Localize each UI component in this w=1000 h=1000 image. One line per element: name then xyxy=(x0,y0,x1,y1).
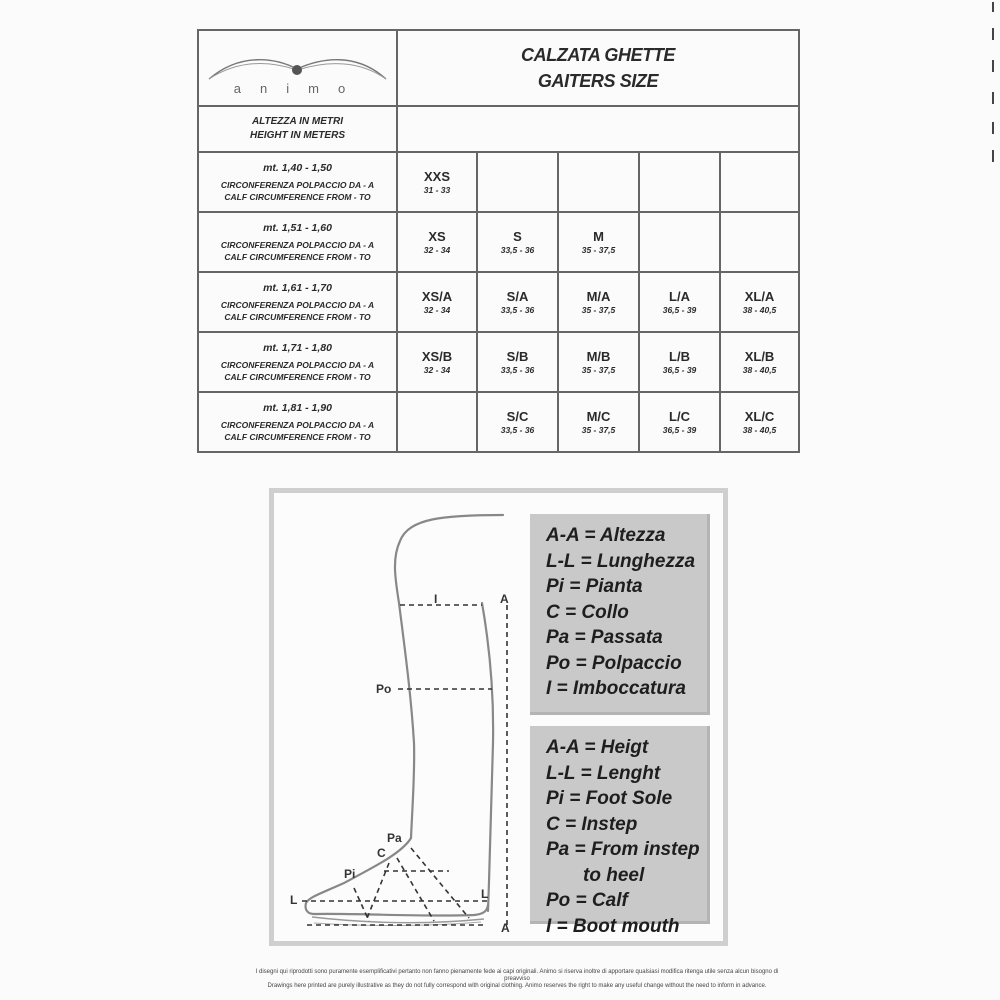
size-code: S/C xyxy=(506,408,529,424)
size-code: L/C xyxy=(669,408,690,424)
size-range: 35 - 37,5 xyxy=(581,304,616,315)
height-range: mt. 1,61 - 1,70 xyxy=(263,281,332,294)
size-cell xyxy=(477,392,558,452)
size-cell xyxy=(720,392,799,452)
size-cell xyxy=(477,212,558,272)
size-code: S xyxy=(513,228,522,244)
label-pi: Pi xyxy=(344,867,356,881)
table-row xyxy=(198,392,799,452)
size-code: S/A xyxy=(506,288,529,304)
empty-header-cell xyxy=(397,106,799,152)
circ-label-it: CIRCONFERENZA POLPACCIO DA - A xyxy=(220,239,375,250)
label-l-right: L xyxy=(481,887,489,901)
size-range: 33,5 - 36 xyxy=(500,364,535,375)
size-range: 38 - 40,5 xyxy=(742,304,777,315)
legend-line: Po = Calf xyxy=(546,890,628,911)
size-cell xyxy=(639,332,720,392)
disclaimer-it: I disegni qui riprodotti sono puramente esemplificativi pertanto non fanno pienamente fede ai capi originali. Animo si riserva inoltre di apportare qualsiasi modifica ritenga utile senza alcun bisogno di preavviso xyxy=(255,969,779,982)
size-code: XS xyxy=(428,228,446,244)
legend-line: I = Imboccatura xyxy=(546,678,686,699)
size-cell xyxy=(639,212,720,272)
circ-label-it: CIRCONFERENZA POLPACCIO DA - A xyxy=(220,359,375,370)
legend-line: Pa = From instep xyxy=(546,839,700,860)
size-range: 31 - 33 xyxy=(423,184,451,195)
label-l-left: L xyxy=(290,893,298,907)
size-range: 36,5 - 39 xyxy=(662,304,697,315)
label-a-bottom: A xyxy=(501,921,510,935)
size-code: XS/B xyxy=(421,348,453,364)
legend-line: Po = Polpaccio xyxy=(546,652,682,674)
circ-label-en: CALF CIRCUMFERENCE FROM - TO xyxy=(224,191,371,202)
size-cell xyxy=(477,332,558,392)
height-header-en: HEIGHT IN METERS xyxy=(249,130,345,141)
size-cell xyxy=(397,332,477,392)
height-range: mt. 1,81 - 1,90 xyxy=(263,401,332,414)
table-row xyxy=(198,272,799,332)
label-a-top: A xyxy=(500,592,509,606)
legend-line: C = Instep xyxy=(546,813,638,835)
size-code: M xyxy=(593,228,604,244)
size-range: 35 - 37,5 xyxy=(581,364,616,375)
legend-line: to heel xyxy=(583,864,645,886)
size-range: 33,5 - 36 xyxy=(500,304,535,315)
legend-english xyxy=(530,726,710,937)
legend-line: I = Boot mouth xyxy=(546,915,680,937)
size-code: XL/C xyxy=(744,408,775,424)
size-cell xyxy=(397,392,477,452)
size-range: 33,5 - 36 xyxy=(500,424,535,435)
size-range: 33,5 - 36 xyxy=(500,244,535,255)
row-header xyxy=(198,152,397,212)
height-range: mt. 1,40 - 1,50 xyxy=(263,161,332,174)
size-cell xyxy=(639,392,720,452)
circ-label-en: CALF CIRCUMFERENCE FROM - TO xyxy=(224,251,371,262)
size-cell xyxy=(558,212,639,272)
size-code: M/A xyxy=(586,288,611,304)
table-row xyxy=(198,152,799,212)
height-range: mt. 1,71 - 1,80 xyxy=(263,341,332,354)
size-cell xyxy=(477,272,558,332)
size-range: 36,5 - 39 xyxy=(662,424,697,435)
size-cell xyxy=(397,212,477,272)
row-header xyxy=(198,392,397,452)
size-range: 38 - 40,5 xyxy=(742,424,777,435)
size-cell xyxy=(720,212,799,272)
circ-label-en: CALF CIRCUMFERENCE FROM - TO xyxy=(224,311,371,322)
size-cell xyxy=(639,152,720,212)
size-cell xyxy=(397,272,477,332)
table-row xyxy=(198,332,799,392)
table-title-en: GAITERS SIZE xyxy=(537,71,659,91)
disclaimer-footnote xyxy=(252,969,782,990)
circ-label-it: CIRCONFERENZA POLPACCIO DA - A xyxy=(220,179,375,190)
legend-italian xyxy=(530,514,710,715)
legend-line: A-A = Altezza xyxy=(546,525,666,546)
size-code: XXS xyxy=(423,168,450,184)
row-header xyxy=(198,272,397,332)
size-cell xyxy=(397,152,477,212)
size-range: 32 - 34 xyxy=(423,304,451,315)
size-cell xyxy=(720,152,799,212)
size-range: 32 - 34 xyxy=(423,364,451,375)
label-i: I xyxy=(434,592,438,606)
legend-line: A-A = Heigt xyxy=(546,737,649,758)
size-code: L/B xyxy=(669,348,690,364)
logo-text: animo xyxy=(233,81,365,96)
circ-label-it: CIRCONFERENZA POLPACCIO DA - A xyxy=(220,299,375,310)
size-code: M/B xyxy=(586,348,611,364)
row-header xyxy=(198,212,397,272)
brand-logo-cell xyxy=(198,30,397,106)
size-cell xyxy=(558,272,639,332)
legend-line: L-L = Lunghezza xyxy=(546,550,696,572)
row-header xyxy=(198,332,397,392)
size-cell xyxy=(720,332,799,392)
circ-label-en: CALF CIRCUMFERENCE FROM - TO xyxy=(224,371,371,382)
circ-label-it: CIRCONFERENZA POLPACCIO DA - A xyxy=(220,419,375,430)
size-table xyxy=(197,29,800,453)
size-range: 38 - 40,5 xyxy=(742,364,777,375)
size-code: L/A xyxy=(669,288,690,304)
size-code: XL/A xyxy=(744,288,775,304)
legend-line: C = Collo xyxy=(546,601,629,623)
label-pa: Pa xyxy=(387,831,402,845)
size-range: 36,5 - 39 xyxy=(662,364,697,375)
legend-line: Pa = Passata xyxy=(546,627,663,648)
size-code: XL/B xyxy=(744,348,775,364)
size-code: S/B xyxy=(506,348,529,364)
table-row xyxy=(198,212,799,272)
height-header-it: ALTEZZA IN METRI xyxy=(251,116,344,127)
logo-dot-icon xyxy=(292,65,302,75)
size-cell xyxy=(477,152,558,212)
size-cell xyxy=(720,272,799,332)
brand-logo xyxy=(201,32,396,104)
label-c: C xyxy=(377,846,386,860)
size-code: XS/A xyxy=(421,288,453,304)
size-range: 32 - 34 xyxy=(423,244,451,255)
size-cell xyxy=(558,392,639,452)
legend-line: L-L = Lenght xyxy=(546,762,661,784)
table-title-cell xyxy=(397,30,799,106)
size-range: 35 - 37,5 xyxy=(581,244,616,255)
legend-line: Pi = Foot Sole xyxy=(546,788,673,809)
legend-line: Pi = Pianta xyxy=(546,576,643,597)
size-cell xyxy=(639,272,720,332)
height-header xyxy=(198,106,397,152)
label-po: Po xyxy=(376,682,392,696)
page-edge-marks xyxy=(986,0,1000,1000)
size-code: M/C xyxy=(586,408,611,424)
height-range: mt. 1,51 - 1,60 xyxy=(263,221,332,234)
size-cell xyxy=(558,152,639,212)
gaiter-diagram xyxy=(269,488,728,946)
disclaimer-en: Drawings here printed are purely illustrative as they do not fully correspond with original clothing. Animo reserves the right to make any useful change without the need to inform in advance. xyxy=(267,983,767,989)
size-range: 35 - 37,5 xyxy=(581,424,616,435)
size-cell xyxy=(558,332,639,392)
table-title-it: CALZATA GHETTE xyxy=(520,45,676,65)
circ-label-en: CALF CIRCUMFERENCE FROM - TO xyxy=(224,431,371,442)
